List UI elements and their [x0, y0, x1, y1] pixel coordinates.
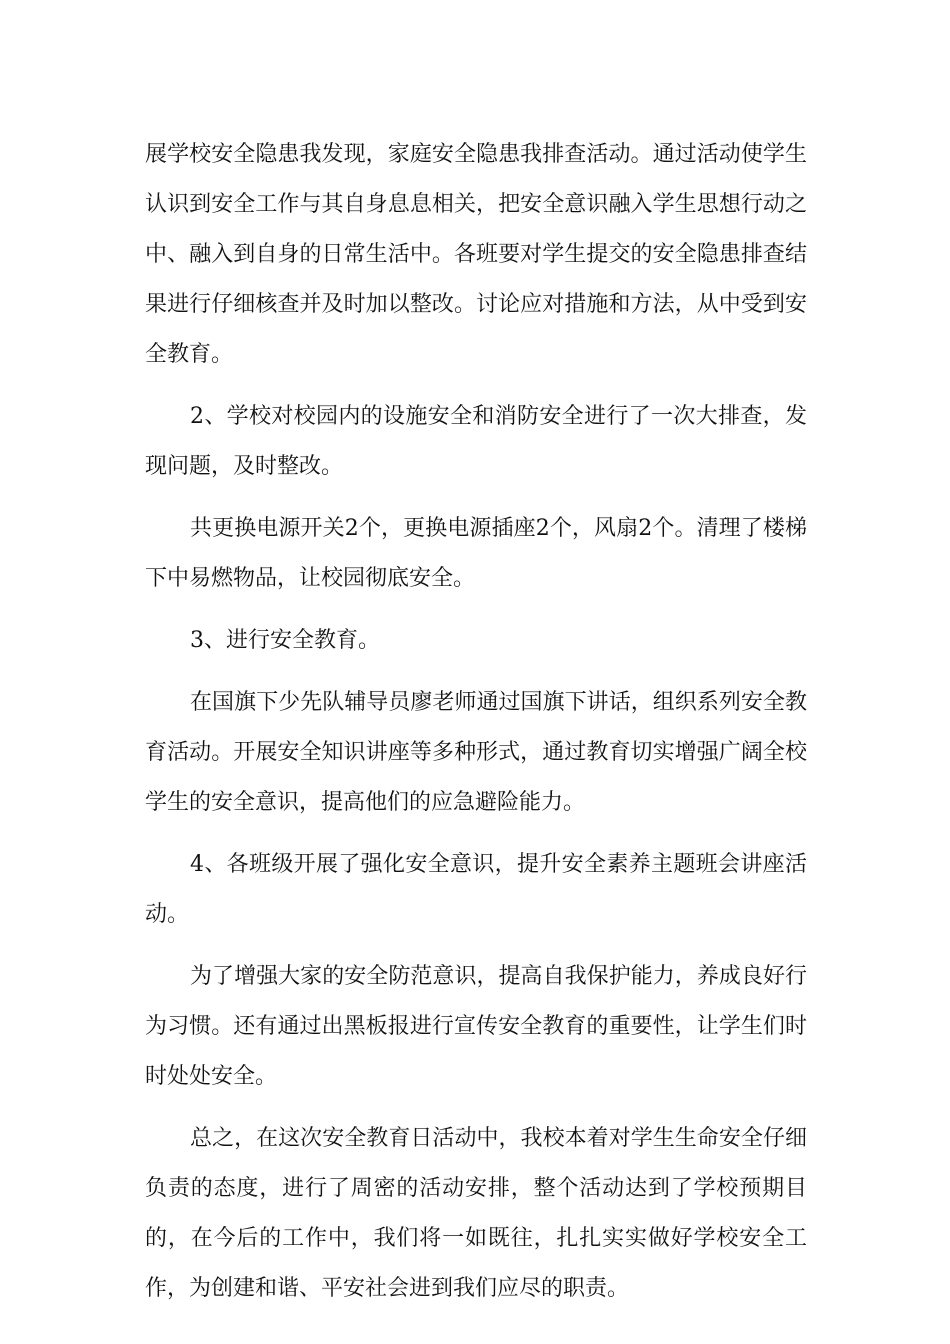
paragraph-5: 在国旗下少先队辅导员廖老师通过国旗下讲话，组织系列安全教育活动。开展安全知识讲座等多种形式，通过教育切实增强广阔全校学生的安全意识，提高他们的应急避险能力。 [145, 690, 807, 815]
paragraph-1: 展学校安全隐患我发现，家庭安全隐患我排查活动。通过活动使学生认识到安全工作与其自身息息相关，把安全意识融入学生思想行动之中、融入到自身的日常生活中。各班要对学生提交的安全隐患排查结果进行仔细核查并及时加以整改。讨论应对措施和方法，从中受到安全教育。 [145, 142, 807, 367]
paragraph-3: 共更换电源开关2个，更换电源插座2个，风扇2个。清理了楼梯下中易燃物品，让校园彻底安全。 [145, 516, 807, 591]
paragraph-6: 4、各班级开展了强化安全意识，提升安全素养主题班会讲座活动。 [145, 852, 807, 927]
paragraph-8: 总之，在这次安全教育日活动中，我校本着对学生生命安全仔细负责的态度，进行了周密的活动安排，整个活动达到了学校预期目的，在今后的工作中，我们将一如既往，扎扎实实做好学校安全工作，为创建和谐、平安社会进到我们应尽的职责。 [145, 1126, 807, 1301]
document-body [145, 130, 807, 1326]
paragraph-2: 2、学校对校园内的设施安全和消防安全进行了一次大排查，发现问题，及时整改。 [145, 404, 807, 479]
paragraph-7: 为了增强大家的安全防范意识，提高自我保护能力，养成良好行为习惯。还有通过出黑板报进行宣传安全教育的重要性，让学生们时时处处安全。 [145, 964, 807, 1089]
paragraph-4: 3、进行安全教育。 [190, 628, 380, 653]
